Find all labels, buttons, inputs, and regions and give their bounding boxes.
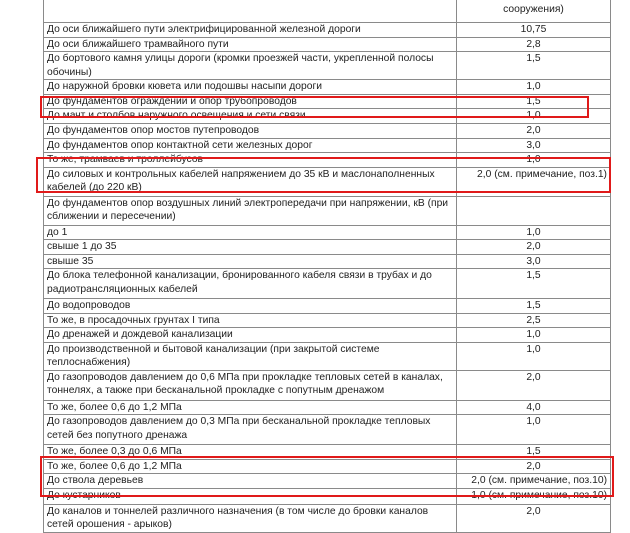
- row-distance: 4,0: [457, 400, 611, 415]
- table-row: [44, 225, 611, 240]
- row-distance: 2,0 (см. примечание, поз.1): [457, 167, 611, 196]
- row-description: свыше 1 до 35: [44, 240, 457, 255]
- table-row: [44, 504, 611, 532]
- row-distance: 1,0: [457, 225, 611, 240]
- table-row: [44, 52, 611, 80]
- row-distance: 2,8: [457, 37, 611, 52]
- row-description: То же, более 0,6 до 1,2 МПа: [44, 400, 457, 415]
- table-row: [44, 370, 611, 400]
- table-row: [44, 124, 611, 139]
- table-row: [44, 269, 611, 299]
- row-description: То же, более 0,6 до 1,2 МПа: [44, 459, 457, 474]
- row-description: До блока телефонной канализации, бронированного кабеля связи в трубах и до радиотрансляционных кабелей: [44, 269, 457, 299]
- row-distance: 1,0: [457, 328, 611, 343]
- table-row: [44, 400, 611, 415]
- table-row: [44, 138, 611, 153]
- row-description: До дренажей и дождевой канализации: [44, 328, 457, 343]
- row-distance: 1,0: [457, 153, 611, 168]
- row-description: До мачт и столбов наружного освещения и сети связи: [44, 109, 457, 124]
- table-row: [44, 23, 611, 38]
- table-row: [44, 415, 611, 445]
- row-distance: 1,5: [457, 269, 611, 299]
- row-description: До водопроводов: [44, 299, 457, 314]
- row-description: До фундаментов опор контактной сети железных дорог: [44, 138, 457, 153]
- row-description: До ствола деревьев: [44, 474, 457, 489]
- row-distance: 3,0: [457, 138, 611, 153]
- table-row: [44, 474, 611, 489]
- row-description: До фундаментов опор мостов путепроводов: [44, 124, 457, 139]
- table-row: [44, 328, 611, 343]
- row-distance: 1,0: [457, 109, 611, 124]
- row-description: свыше 35: [44, 254, 457, 269]
- distances-table: [43, 0, 611, 533]
- table-row: [44, 313, 611, 328]
- row-distance: 1,0: [457, 342, 611, 370]
- row-distance: 1,5: [457, 445, 611, 460]
- row-description: До газопроводов давлением до 0,6 МПа при прокладке тепловых сетей в каналах, тоннелях, а также при бесканальной прокладке с попутным дренажом: [44, 370, 457, 400]
- row-description: До каналов и тоннелей различного назначения (в том числе до бровки каналов сетей орошения - арыков): [44, 504, 457, 532]
- row-distance: 3,0: [457, 254, 611, 269]
- row-distance: 1,5: [457, 299, 611, 314]
- table-row: [44, 342, 611, 370]
- table-row: [44, 254, 611, 269]
- row-distance: 1,0: [457, 415, 611, 445]
- header-line-2: сооружения): [503, 3, 564, 15]
- row-distance: 1,0: [457, 80, 611, 95]
- row-distance: 1,5: [457, 94, 611, 109]
- table-row: [44, 167, 611, 196]
- row-distance: 2,0: [457, 124, 611, 139]
- row-description: До наружной бровки кювета или подошвы насыпи дороги: [44, 80, 457, 95]
- table-row: [44, 445, 611, 460]
- row-description: До фундаментов ограждений и опор трубопроводов: [44, 94, 457, 109]
- row-description: До кустарников: [44, 488, 457, 504]
- table-row: [44, 153, 611, 168]
- row-description: То же, в просадочных грунтах I типа: [44, 313, 457, 328]
- row-distance: 2,0 (см. примечание, поз.10): [457, 474, 611, 489]
- table-row: [44, 94, 611, 109]
- row-distance: 2,0: [457, 240, 611, 255]
- row-distance: 2,0: [457, 504, 611, 532]
- row-distance: [457, 196, 611, 225]
- row-description: До оси ближайшего пути электрифицированной железной дороги: [44, 23, 457, 38]
- row-description: До силовых и контрольных кабелей напряжением до 35 кВ и маслонаполненных кабелей (до 220 кВ): [44, 167, 457, 196]
- row-distance: 2,5: [457, 313, 611, 328]
- row-distance: 2,0: [457, 459, 611, 474]
- row-distance: 1,5: [457, 52, 611, 80]
- row-description: То же, трамваев и троллейбусов: [44, 153, 457, 168]
- row-description: То же, более 0,3 до 0,6 МПа: [44, 445, 457, 460]
- table-row: [44, 488, 611, 504]
- table-row: [44, 37, 611, 52]
- table-row: [44, 459, 611, 474]
- table-row: [44, 196, 611, 225]
- table-row: [44, 80, 611, 95]
- table-row: [44, 240, 611, 255]
- row-description: До производственной и бытовой канализации (при закрытой системе теплоснабжения): [44, 342, 457, 370]
- row-distance: 2,0: [457, 370, 611, 400]
- row-description: до 1: [44, 225, 457, 240]
- row-description: До газопроводов давлением до 0,3 МПа при бесканальной прокладке тепловых сетей без попутного дренажа: [44, 415, 457, 445]
- row-distance: 1,0 (см. примечание, поз.10): [457, 488, 611, 504]
- header-row: [44, 0, 611, 23]
- row-description: До бортового камня улицы дороги (кромки проезжей части, укрепленной полосы обочины): [44, 52, 457, 80]
- header-cell-blank: [44, 0, 457, 23]
- header-cell-note: [457, 0, 611, 23]
- row-distance: 10,75: [457, 23, 611, 38]
- row-description: До оси ближайшего трамвайного пути: [44, 37, 457, 52]
- table-row: [44, 299, 611, 314]
- row-description: До фундаментов опор воздушных линий электропередачи при напряжении, кВ (при сближении и пересечении): [44, 196, 457, 225]
- table-row: [44, 109, 611, 124]
